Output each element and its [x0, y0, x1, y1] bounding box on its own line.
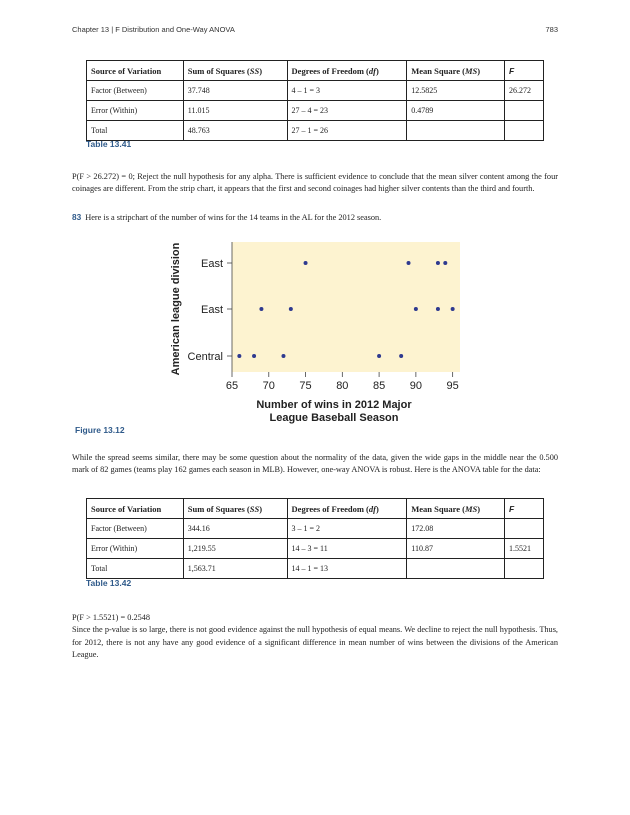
y-tick-label: East — [200, 304, 223, 316]
table-cell: 27 – 1 = 26 — [287, 121, 407, 141]
anova-table-2 — [86, 498, 544, 579]
table-row — [87, 101, 544, 121]
table-caption-1: Table 13.41 — [86, 139, 132, 149]
x-axis-label-line2: League Baseball Season — [269, 412, 399, 424]
table-row — [87, 559, 544, 579]
table-cell — [407, 121, 505, 141]
table-cell: 48.763 — [183, 121, 287, 141]
paragraph-3 — [72, 612, 558, 662]
data-point — [259, 307, 263, 311]
x-tick-label: 95 — [446, 380, 459, 392]
question-83 — [72, 211, 558, 224]
x-tick-label: 70 — [262, 380, 275, 392]
page-number: 783 — [545, 25, 558, 34]
table-cell: 1,219.55 — [183, 539, 287, 559]
conclusion-text: Since the p-value is so large, there is not good evidence against the null hypothesis of equal means. We decline to reject the null hypothesis. Thus, for 2012, there is not any have any good evidence of a significant difference in mean number of wins between the divisions of the American League. — [72, 625, 558, 660]
table-cell: Error (Within) — [87, 539, 184, 559]
anova-table-1 — [86, 60, 544, 141]
stripchart — [160, 234, 470, 434]
column-header: Mean Square (MS) — [407, 499, 505, 519]
table-cell: 4 – 1 = 3 — [287, 81, 407, 101]
table-cell: 11.015 — [183, 101, 287, 121]
table-cell: Factor (Between) — [87, 81, 184, 101]
table-cell: 1.5521 — [505, 539, 544, 559]
table-cell: 14 – 1 = 13 — [287, 559, 407, 579]
table-row — [87, 539, 544, 559]
data-point — [436, 307, 440, 311]
table-cell: Total — [87, 121, 184, 141]
page-header — [72, 25, 558, 39]
table-header-row — [87, 61, 544, 81]
column-header: F — [505, 61, 544, 81]
data-point — [436, 261, 440, 265]
y-tick-label: East — [200, 258, 223, 270]
table-cell: 12.5825 — [407, 81, 505, 101]
table-cell — [505, 519, 544, 539]
table-cell: 172.08 — [407, 519, 505, 539]
paragraph-1: P(F > 26.272) = 0; Reject the null hypothesis for any alpha. There is sufficient evidence to conclude that the mean silver content among the four coinages are different. From the strip chart, it appears that the first and second coinages had higher silver contents than the third and fourth. — [72, 172, 558, 194]
table-cell: Factor (Between) — [87, 519, 184, 539]
table-cell — [505, 559, 544, 579]
x-tick-label: 85 — [372, 380, 386, 392]
column-header: Degrees of Freedom (df) — [287, 61, 407, 81]
data-point — [414, 307, 418, 311]
table-cell: 14 – 3 = 11 — [287, 539, 407, 559]
table-caption-2: Table 13.42 — [86, 578, 132, 588]
table-cell: 3 – 1 = 2 — [287, 519, 407, 539]
column-header: Sum of Squares (SS) — [183, 499, 287, 519]
table-cell — [505, 121, 544, 141]
chapter-title: Chapter 13 | F Distribution and One-Way ANOVA — [72, 25, 235, 34]
table-row — [87, 519, 544, 539]
table-cell: 110.87 — [407, 539, 505, 559]
column-header: Source of Variation — [87, 61, 184, 81]
column-header: Sum of Squares (SS) — [183, 61, 287, 81]
y-tick-label: Central — [187, 351, 223, 363]
data-point — [304, 261, 308, 265]
data-point — [281, 354, 285, 358]
data-point — [237, 354, 241, 358]
p-value-line: P(F > 1.5521) = 0.2548 — [72, 613, 151, 622]
x-axis-label-line1: Number of wins in 2012 Major — [256, 399, 412, 411]
table-cell: Total — [87, 559, 184, 579]
data-point — [451, 307, 455, 311]
table-cell — [505, 101, 544, 121]
table-cell: Error (Within) — [87, 101, 184, 121]
data-point — [407, 261, 411, 265]
table-cell: 27 – 4 = 23 — [287, 101, 407, 121]
data-point — [443, 261, 447, 265]
plot-background — [232, 242, 460, 372]
table-cell: 26.272 — [505, 81, 544, 101]
table-row — [87, 121, 544, 141]
column-header: Mean Square (MS) — [407, 61, 505, 81]
table-cell: 344.16 — [183, 519, 287, 539]
table-cell: 1,563.71 — [183, 559, 287, 579]
column-header: F — [505, 499, 544, 519]
x-tick-label: 75 — [299, 380, 312, 392]
question-number: 83 — [72, 212, 82, 222]
x-tick-label: 80 — [336, 380, 349, 392]
data-point — [252, 354, 256, 358]
data-point — [377, 354, 381, 358]
table-cell — [407, 559, 505, 579]
table-cell: 0.4789 — [407, 101, 505, 121]
x-tick-label: 90 — [409, 380, 422, 392]
table-header-row — [87, 499, 544, 519]
paragraph-2: While the spread seems similar, there may be some question about the normality of the data, given the wide gaps in the middle near the 0.500 mark of 82 games (teams play 162 games each season in MLB). However, one-way ANOVA is robust. Here is the ANOVA table for the data: — [72, 453, 558, 475]
x-tick-label: 65 — [225, 380, 239, 392]
column-header: Source of Variation — [87, 499, 184, 519]
data-point — [399, 354, 403, 358]
table-row — [87, 81, 544, 101]
question-text: Here is a stripchart of the number of wins for the 14 teams in the AL for the 2012 season. — [85, 213, 382, 222]
data-point — [289, 307, 293, 311]
table-cell: 37.748 — [183, 81, 287, 101]
figure-caption: Figure 13.12 — [75, 425, 125, 435]
column-header: Degrees of Freedom (df) — [287, 499, 407, 519]
y-axis-label: American league division — [170, 242, 182, 376]
